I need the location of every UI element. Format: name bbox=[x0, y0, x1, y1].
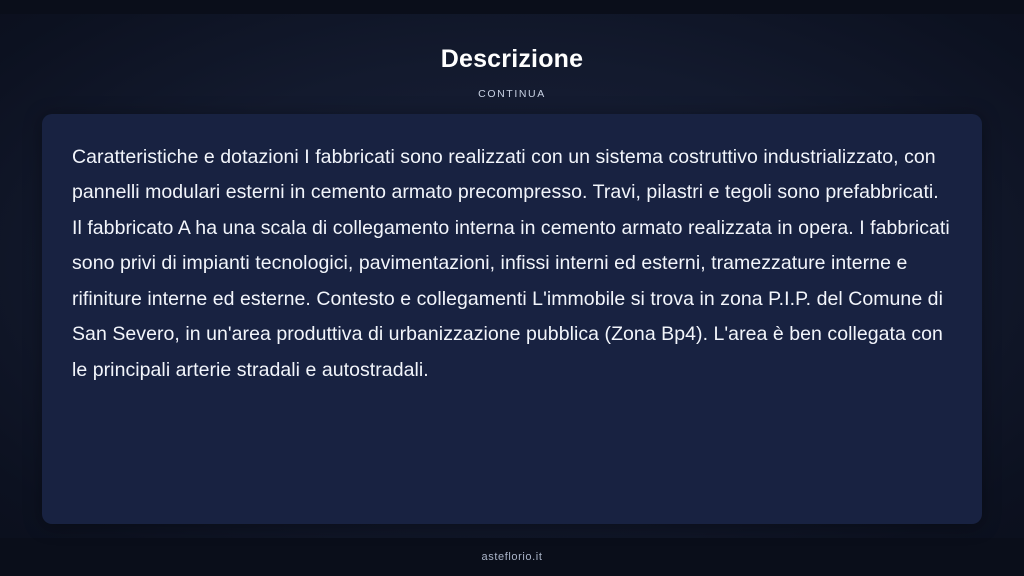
description-body-text: Caratteristiche e dotazioni I fabbricati sono realizzati con un sistema costruttivo industrializzato, con pannelli modulari esterni in cemento armato precompresso. Travi, pilastri e tegoli sono prefabbricati. Il fabbricato A ha una scala di collegamento interna in cemento armato realizzata in opera. I fabbricati sono privi di impianti tecnologici, pavimentazioni, infissi interni ed esterni, tramezzature interne e rifiniture interne ed esterne. Contesto e collegamenti L'immobile si trova in zona P.I.P. del Comune di San Severo, in un'area produttiva di urbanizzazione pubblica (Zona Bp4). L'area è ben collegata con le principali arterie stradali e autostradali. bbox=[72, 145, 950, 381]
description-card bbox=[42, 114, 982, 524]
slide-subtitle: CONTINUA bbox=[478, 87, 546, 100]
footer bbox=[0, 538, 1024, 576]
site-watermark: asteflorio.it bbox=[481, 551, 543, 563]
page-title: Descrizione bbox=[440, 45, 584, 73]
